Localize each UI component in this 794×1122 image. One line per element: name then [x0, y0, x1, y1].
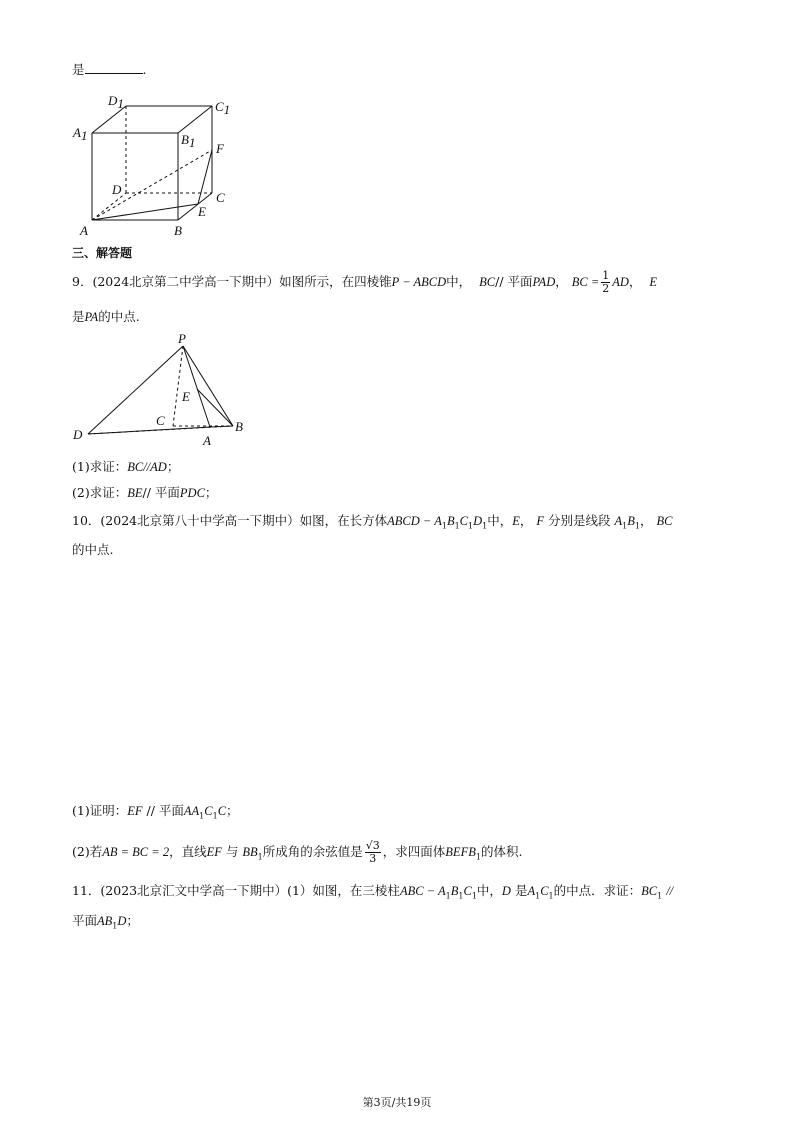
- edge-PB: [183, 346, 233, 426]
- q8-prefix: 是: [72, 62, 85, 77]
- label-B1: B1: [181, 132, 196, 150]
- q11-line2: 平面$AB_1D$；: [72, 913, 139, 931]
- edge-B1C1: [178, 106, 212, 133]
- q9-line1: 9．(2024北京第二中学高一下期中）如图所示，在四棱锥P − ABCD中， BC// 平面PAD， BC = $\frac{1}{2}$ AD， E: [72, 269, 658, 295]
- q10-part2: (2)若AB = BC = 2，直线EF 与 $BB_1$所成角的余弦值是 $\frac{√3}{3}$ ，求四面体$BEFB_1$的体积.: [72, 839, 523, 865]
- label-A: A: [80, 223, 88, 238]
- q10-line1: 10．(2024北京第八十中学高一下期中）如图，在长方体ABCD − $A_1B_1C_1D_1$中，E， F 分别是线段 $A_1B_1$， BC: [72, 513, 673, 531]
- q10-line2: 的中点.: [72, 542, 114, 557]
- q9-part1: (1)求证：BC//AD；: [72, 459, 180, 474]
- label-C: C: [156, 413, 165, 428]
- fraction-one-half: $\frac{1}{2}$: [602, 269, 610, 295]
- label-B: B: [174, 223, 182, 238]
- label-E: E: [182, 389, 190, 404]
- q8-answer-line: [72, 60, 147, 80]
- edge-PA: [183, 346, 210, 427]
- q11-line1: 11．(2023北京汇文中学高一下期中）(1）如图，在三棱柱ABC − $A_1B_1C_1$中，D 是$A_1C_1$的中点．求证：$BC_1$ //: [72, 883, 674, 901]
- answer-blank: [85, 61, 143, 74]
- cube-figure: [70, 90, 250, 240]
- fraction-sqrt3-over-3: $\frac{√3}{3}$: [365, 839, 380, 865]
- q9-part2: (2)求证：BE// 平面PDC；: [72, 485, 218, 500]
- label-B: B: [235, 419, 243, 434]
- label-A: A: [203, 433, 211, 448]
- q8-suffix: .: [142, 62, 147, 77]
- label-E: E: [198, 204, 206, 219]
- label-C: C: [216, 190, 225, 205]
- segment-BE: [197, 389, 233, 426]
- label-P: P: [178, 331, 186, 346]
- label-D: D: [112, 182, 122, 197]
- segment-AE: [92, 204, 198, 220]
- label-C1: C1: [215, 99, 231, 117]
- label-D: D: [73, 427, 83, 442]
- label-D1: D1: [108, 93, 124, 111]
- q9-line2: 是PA的中点.: [72, 309, 140, 324]
- label-A1: A1: [73, 125, 88, 143]
- label-F: F: [216, 141, 224, 156]
- hidden-segment-AF: [92, 150, 212, 220]
- segment-EF: [198, 150, 212, 204]
- hidden-edge-PC: [173, 346, 183, 426]
- edge-PD: [88, 346, 183, 434]
- pyramid-figure: [70, 330, 260, 452]
- page-footer: 第3页/共19页: [362, 1096, 432, 1109]
- section-title: 三、解答题: [72, 246, 133, 260]
- q10-part1: (1)证明：EF // 平面$AA_1C_1C$；: [72, 803, 239, 821]
